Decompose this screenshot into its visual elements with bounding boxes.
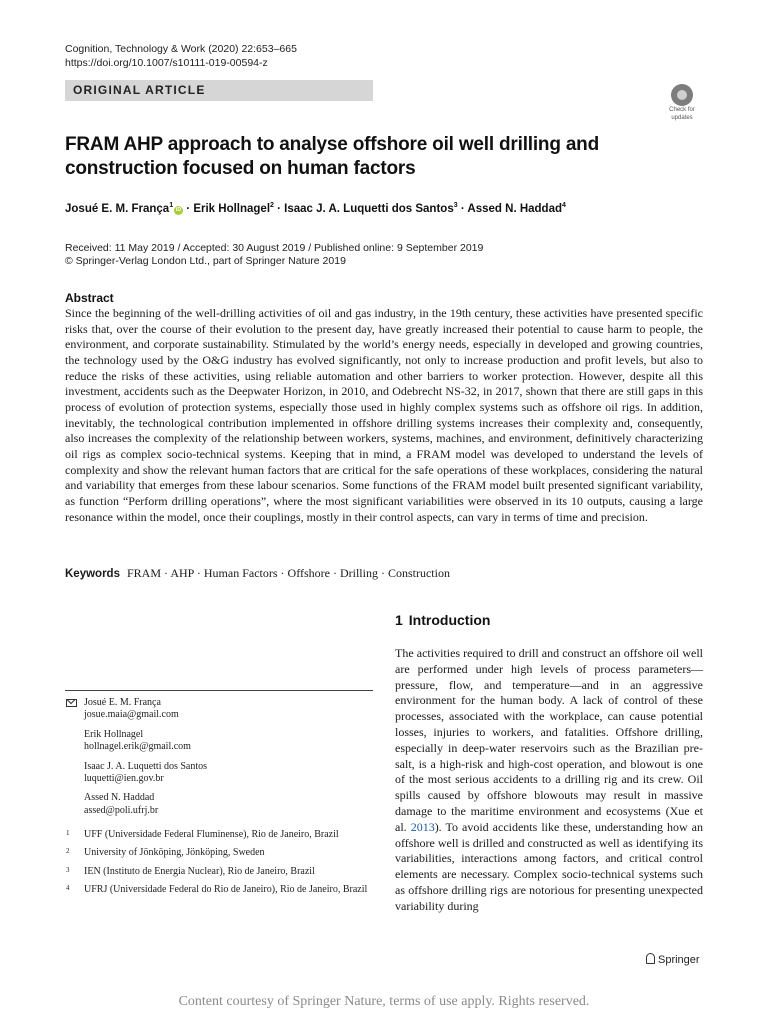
keywords-list: FRAM · AHP · Human Factors · Offshore · Drilling · Construction [126, 566, 450, 580]
copyright-line: © Springer-Verlag London Ltd., part of Springer Nature 2019 [65, 255, 346, 267]
dates-line: Received: 11 May 2019 / Accepted: 30 August 2019 / Published online: 9 September 2019 [65, 242, 484, 254]
citation-link[interactable]: 2013 [410, 819, 435, 834]
affiliation-text: UFF (Universidade Federal Fluminense), Rio de Janeiro, Brazil [84, 829, 339, 840]
affiliation-number: 1 [66, 829, 70, 837]
affiliation-entry [65, 866, 373, 878]
envelope-icon [66, 699, 77, 707]
check-for-updates-icon [671, 84, 693, 106]
contact-email[interactable]: assed@poli.ufrj.br [84, 804, 159, 816]
journal-header [65, 42, 297, 70]
contact-entry [65, 729, 373, 754]
paper-title: FRAM AHP approach to analyse offshore oil well drilling and construction focused on human factors [65, 134, 599, 179]
author-name[interactable]: Josué E. M. França [65, 202, 170, 215]
publisher-name: Springer [658, 954, 700, 966]
footnote-divider [65, 690, 373, 691]
section-heading-introduction [395, 612, 490, 628]
affiliation-text: UFRJ (Universidade Federal do Rio de Janeiro), Rio de Janeiro, Brazil [84, 884, 368, 896]
affiliation-text: IEN (Instituto de Energia Nuclear), Rio de Janeiro, Brazil [84, 865, 315, 877]
contact-entry [65, 697, 373, 722]
check-for-updates-badge[interactable] [661, 84, 703, 124]
affiliation-number: 2 [66, 847, 70, 856]
author-affiliation-mark: 4 [562, 202, 566, 209]
springer-horse-icon [646, 953, 655, 964]
affiliation-number: 3 [66, 865, 70, 874]
contact-email[interactable]: josue.maia@gmail.com [84, 709, 179, 721]
author-affiliation-mark: 1 [169, 202, 174, 209]
article-type-banner: ORIGINAL ARTICLE [65, 80, 373, 101]
contact-name: Assed N. Haddad [84, 792, 155, 804]
affiliation-entry [65, 847, 373, 859]
intro-text-part-2: ). To avoid accidents like these, understanding how an offshore well is drilled and constructed as well as identifying its variabilities, interactions among factors, and critical control elements are necessary. Complex socio-technical systems such as offshore drilling rigs are notorious for presenting unexpected variability during [395, 819, 704, 913]
affiliation-text: University of Jönköping, Jönköping, Sweden [84, 847, 265, 859]
doi-link[interactable]: https://doi.org/10.1007/s10111-019-00594-z [65, 57, 268, 69]
author-name[interactable]: Isaac J. A. Luquetti dos Santos [284, 202, 454, 215]
keywords-line [65, 566, 450, 581]
author-list [65, 202, 566, 215]
author-name[interactable]: Erik Hollnagel [193, 202, 271, 215]
author-separator: · [273, 202, 285, 215]
courtesy-footer: Content courtesy of Springer Nature, terms of use apply. Rights reserved. [178, 994, 590, 1009]
publisher-logo [646, 953, 700, 966]
keywords-label: Keywords [65, 568, 120, 580]
author-name[interactable]: Assed N. Haddad [467, 202, 562, 215]
contact-name: Josué E. M. França [84, 697, 161, 708]
orcid-icon[interactable]: iD [175, 206, 182, 213]
corresponding-authors [65, 697, 373, 824]
affiliation-number: 4 [66, 884, 70, 893]
intro-text-part-1: The activities required to drill and construct an offshore oil well are performed under high levels of process parameters—pressure, flow, and temperature—and in an aggressive environment for the human body. A lack of control of these processes, associated with the workplace, can cause potential losses, injuries to workers, and fatalities. Offshore drilling, especially in deep-water reservoirs such as the Brazilian pre-salt, is a high-risk and high-cost operation, and blowout is one of the most serious accidents to a drilling rig and its crew. Oil spills caused by offshore blowouts may result in massive damage to the maritime environment and ecosystems (Xue et al. [395, 646, 703, 834]
author-affiliation-mark: 2 [270, 202, 274, 209]
author-separator: · [457, 202, 468, 215]
contact-email[interactable]: luquetti@ien.gov.br [84, 773, 164, 785]
abstract-heading: Abstract [65, 291, 114, 305]
publication-history [65, 242, 483, 268]
author-affiliation-mark: 3 [453, 202, 458, 209]
contact-entry [65, 761, 373, 786]
badge-line-1: Check for [669, 107, 695, 113]
badge-line-2: updates [671, 115, 693, 121]
affiliation-entry [65, 829, 373, 841]
section-number: 1 [395, 612, 403, 628]
contact-entry [65, 792, 373, 817]
contact-name: Erik Hollnagel [84, 728, 144, 740]
introduction-text [395, 646, 703, 915]
abstract-text: Since the beginning of the well-drilling activities of oil and gas industry, in the 19th century, these activities have presented specific risks that, over the course of their evolution to the present day, have greatly increased their potential to cause harm to people, the environment, and corporate sustainability. Stimulated by the world’s energy needs, especially in developed and growing countries, the technology used by the O&G industry has evolved significantly, not only to increase production and profit levels, but also to reduce the risks of these activities, using reliable automation and other barriers to worker protection. However, despite all this investment, accidents such as the Deepwater Horizon, in 2010, and Odebrecht NS-32, in 2017, shown that there are still gaps in this process of evolution of protection systems, especially those used in highly complex systems such as offshore oil rigs. In addition, inevitably, the technological contribution implemented in offshore drilling systems increases their complexity and, consequently, also increases the complexity of the relationship between workers, systems, machines, and environment, definitively characterizing oil rigs as complex socio-technical systems. Keeping that in mind, a FRAM model was developed to understand the levels of complexity and show the relevant human factors that are critical for the safe operations of these workplaces, considering the natural and variability that emerges from these labour scenarios. Some functions of the FRAM model built presented significant variability, as function “Perform drilling operations”, where the most significant variabilities were observed in its 10 outputs, causing a large resonance within the model, once their couplings, mostly in their control aspects, can vary in terms of time and precision. [65, 306, 703, 524]
author-separator: · [183, 202, 194, 215]
contact-email[interactable]: hollnagel.erik@gmail.com [84, 741, 191, 753]
journal-citation: Cognition, Technology & Work (2020) 22:653–665 [65, 43, 297, 55]
affiliations [65, 829, 373, 903]
section-title: Introduction [408, 612, 491, 628]
contact-name: Isaac J. A. Luquetti dos Santos [84, 760, 208, 772]
affiliation-entry [65, 884, 373, 896]
